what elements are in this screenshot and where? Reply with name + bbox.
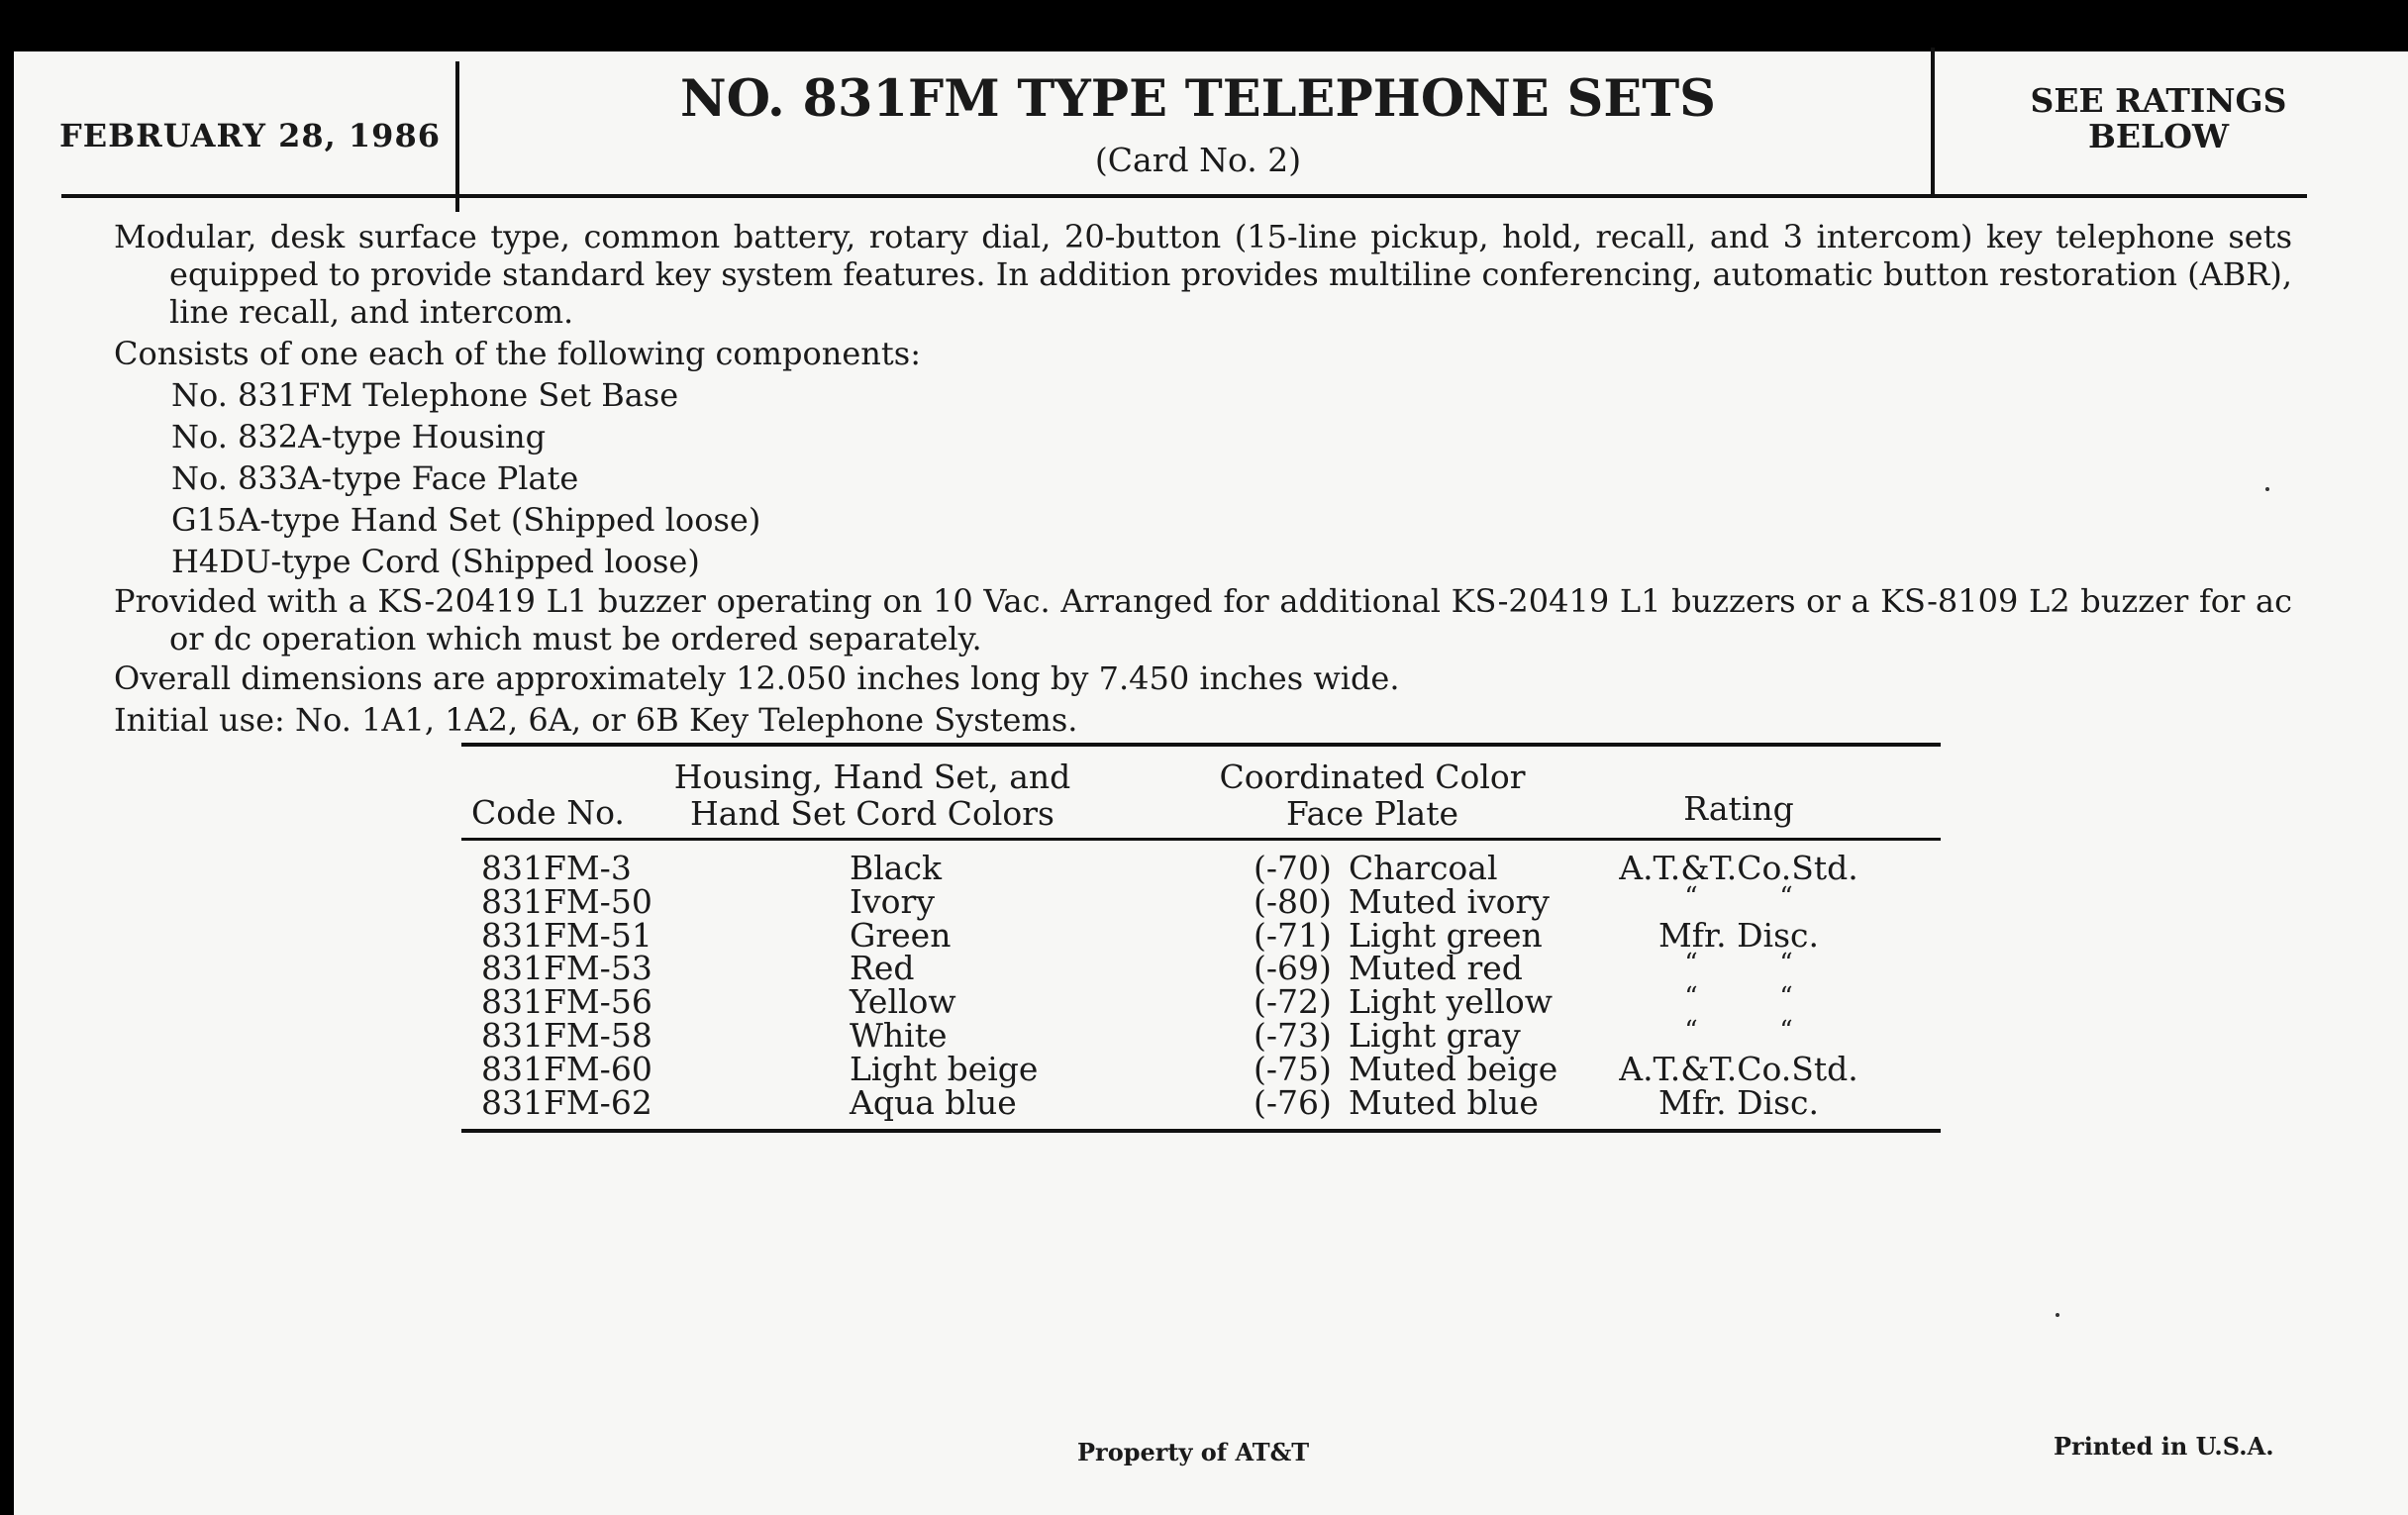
faceplate-code-cell: (-69) bbox=[1254, 949, 1332, 988]
faceplate-code-cell: (-72) bbox=[1254, 982, 1332, 1022]
header-faceplate-line1: Coordinated Color bbox=[1219, 758, 1526, 796]
header-colors bbox=[659, 758, 1085, 832]
component-item: No. 833A-type Face Plate bbox=[171, 459, 579, 497]
description bbox=[114, 218, 2292, 741]
property-note: Property of AT&T bbox=[1077, 1438, 1310, 1466]
code-cell: 831FM-51 bbox=[481, 915, 652, 955]
rating-cell: “ “ bbox=[1684, 881, 1793, 912]
color-cell: Red bbox=[850, 949, 915, 988]
faceplate-code-cell: (-71) bbox=[1254, 915, 1332, 955]
color-cell: Aqua blue bbox=[850, 1082, 1017, 1122]
rating-cell: Mfr. Disc. bbox=[1657, 915, 1820, 955]
code-cell: 831FM-53 bbox=[481, 949, 652, 988]
component-item: H4DU-type Cord (Shipped loose) bbox=[171, 543, 700, 580]
table-row bbox=[461, 1049, 1941, 1088]
speck bbox=[2265, 487, 2269, 491]
header-faceplate bbox=[1214, 758, 1531, 832]
table-row bbox=[461, 949, 1941, 988]
header-rule bbox=[61, 194, 2307, 198]
header-divider-left bbox=[455, 61, 459, 212]
color-cell: Light beige bbox=[850, 1049, 1039, 1088]
initial-use-line: Initial use: No. 1A1, 1A2, 6A, or 6B Key Telephone Systems. bbox=[114, 701, 1078, 739]
faceplate-cell: Muted ivory bbox=[1349, 881, 1550, 921]
faceplate-cell: Muted beige bbox=[1349, 1049, 1558, 1088]
header-colors-line2: Hand Set Cord Colors bbox=[690, 794, 1054, 833]
faceplate-cell: Muted blue bbox=[1349, 1082, 1539, 1122]
faceplate-code-cell: (-70) bbox=[1254, 849, 1332, 887]
rating-cell: “ “ bbox=[1684, 949, 1793, 979]
ratings-note bbox=[1941, 83, 2376, 154]
table-row bbox=[461, 982, 1941, 1022]
faceplate-cell: Charcoal bbox=[1349, 849, 1498, 887]
card-date: FEBRUARY 28, 1986 bbox=[59, 117, 441, 154]
faceplate-code-cell: (-75) bbox=[1254, 1049, 1332, 1088]
header-faceplate-line2: Face Plate bbox=[1285, 794, 1459, 833]
table-top-rule bbox=[461, 743, 1941, 747]
consists-line: Consists of one each of the following components: bbox=[114, 335, 921, 372]
buzzer-paragraph: Provided with a KS-20419 L1 buzzer operating on 10 Vac. Arranged for additional KS-20419 L1 buzzers or a KS-8109 L2 buzzer for ac or dc operation which must be ordered separately. bbox=[114, 582, 2292, 657]
table-row bbox=[461, 1016, 1941, 1055]
speck bbox=[2056, 1313, 2059, 1317]
color-cell: Black bbox=[850, 849, 942, 887]
ratings-note-line2: BELOW bbox=[2087, 117, 2230, 155]
rating-cell: “ “ bbox=[1684, 982, 1793, 1013]
ratings-note-line1: SEE RATINGS bbox=[2030, 81, 2287, 120]
faceplate-code-cell: (-80) bbox=[1254, 881, 1332, 921]
faceplate-code-cell: (-76) bbox=[1254, 1082, 1332, 1122]
color-cell: Ivory bbox=[850, 881, 935, 921]
header-code-label: Code No. bbox=[471, 793, 625, 832]
intro-paragraph: Modular, desk surface type, common battery, rotary dial, 20-button (15-line pickup, hold, recall, and 3 intercom) key telephone sets equipped to provide standard key system features. In addition provides multiline conferencing, automatic button restoration (ABR), line recall, and intercom. bbox=[114, 218, 2292, 331]
code-cell: 831FM-58 bbox=[481, 1016, 652, 1055]
table-row bbox=[461, 1082, 1941, 1122]
table-row bbox=[461, 881, 1941, 921]
printed-note: Printed in U.S.A. bbox=[2054, 1432, 2274, 1461]
rating-cell: Mfr. Disc. bbox=[1657, 1082, 1820, 1122]
table-bottom-rule bbox=[461, 1129, 1941, 1133]
code-cell: 831FM-56 bbox=[481, 982, 652, 1022]
rating-cell: A.T.&T.Co.Std. bbox=[1619, 1049, 1858, 1088]
color-cell: White bbox=[850, 1016, 948, 1055]
faceplate-cell: Light gray bbox=[1349, 1016, 1521, 1055]
component-item: No. 832A-type Housing bbox=[171, 418, 547, 455]
header-divider-right bbox=[1931, 48, 1935, 196]
header-colors-line1: Housing, Hand Set, and bbox=[673, 758, 1071, 796]
color-cell: Green bbox=[850, 915, 952, 955]
code-cell: 831FM-60 bbox=[481, 1049, 652, 1088]
table-row bbox=[461, 849, 1941, 887]
header-code bbox=[471, 794, 650, 831]
faceplate-cell: Light green bbox=[1349, 915, 1543, 955]
component-item: No. 831FM Telephone Set Base bbox=[171, 376, 679, 414]
faceplate-cell: Muted red bbox=[1349, 949, 1523, 988]
table-header-rule bbox=[461, 838, 1941, 841]
code-cell: 831FM-50 bbox=[481, 881, 652, 921]
dimensions-line: Overall dimensions are approximately 12.050 inches long by 7.450 inches wide. bbox=[114, 659, 1400, 697]
code-cell: 831FM-62 bbox=[481, 1082, 652, 1122]
table-row bbox=[461, 915, 1941, 955]
rating-cell: “ “ bbox=[1684, 1016, 1793, 1046]
color-cell: Yellow bbox=[850, 982, 956, 1022]
code-cell: 831FM-3 bbox=[481, 849, 632, 887]
component-item: G15A-type Hand Set (Shipped loose) bbox=[171, 501, 761, 539]
card-subtitle: (Card No. 2) bbox=[1094, 141, 1302, 179]
header-rating-label: Rating bbox=[1683, 789, 1794, 828]
card-title: NO. 831FM TYPE TELEPHONE SETS bbox=[679, 69, 1717, 129]
rating-cell: A.T.&T.Co.Std. bbox=[1619, 849, 1858, 887]
header-rating bbox=[1590, 790, 1887, 827]
faceplate-code-cell: (-73) bbox=[1254, 1016, 1332, 1055]
faceplate-cell: Light yellow bbox=[1349, 982, 1553, 1022]
